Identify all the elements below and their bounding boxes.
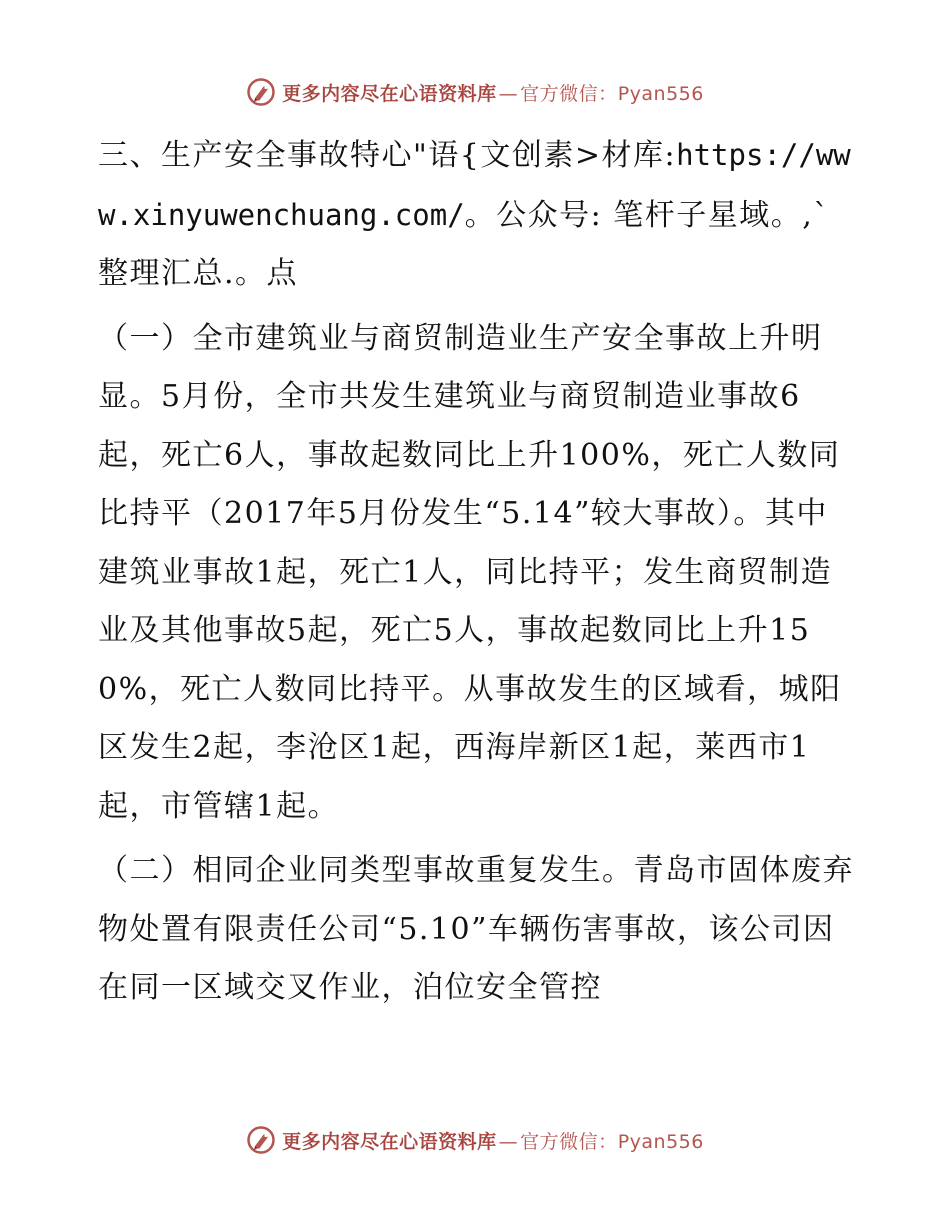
footer-banner-text bbox=[282, 1127, 704, 1154]
paragraph-2: （二）相同企业同类型事故重复发生。青岛市固体废弃物处置有限责任公司“5.10”车辆伤害事故，该公司因在同一区域交叉作业，泊位安全管控 bbox=[98, 853, 854, 1005]
header-banner-label: 官方微信： bbox=[520, 82, 618, 105]
header-banner bbox=[0, 72, 950, 112]
header-banner-account: Pyan556 bbox=[617, 82, 704, 105]
header-banner-text bbox=[282, 79, 704, 106]
section-heading-suffix: 。公众号: 笔杆子星域。,`整理汇总.。点 bbox=[98, 197, 830, 291]
pen-logo-icon bbox=[246, 1125, 276, 1155]
paragraph-1: （一）全市建筑业与商贸制造业生产安全事故上升明显。5月份，全市共发生建筑业与商贸制造业事故6起，死亡6人，事故起数同比上升100%，死亡人数同比持平（2017年5月份发生“5.14”较大事故）。其中建筑业事故1起，死亡1人，同比持平；发生商贸制造业及其他事故5起，死亡5人，事故起数同比上升150%，死亡人数同比持平。从事故发生的区域看，城阳区发生2起，李沧区1起，西海岸新区1起，莱西市1起，市管辖1起。 bbox=[98, 320, 842, 824]
section-heading-prefix: 三、生产安全事故特心"语{文创素>材库: bbox=[98, 138, 677, 173]
footer-banner-dash: — bbox=[498, 1130, 519, 1153]
document-body bbox=[98, 126, 858, 1018]
header-banner-main: 更多内容尽在心语资料库 bbox=[282, 82, 497, 105]
footer-banner-account: Pyan556 bbox=[617, 1130, 704, 1153]
footer-banner bbox=[0, 1120, 950, 1160]
section-heading-url: https://www.xinyuwenchuang.com/ bbox=[98, 138, 851, 232]
section-heading bbox=[98, 126, 858, 304]
header-banner-dash: — bbox=[498, 82, 519, 105]
pen-logo-icon bbox=[246, 77, 276, 107]
footer-banner-main: 更多内容尽在心语资料库 bbox=[282, 1130, 497, 1153]
footer-banner-label: 官方微信： bbox=[520, 1130, 618, 1153]
